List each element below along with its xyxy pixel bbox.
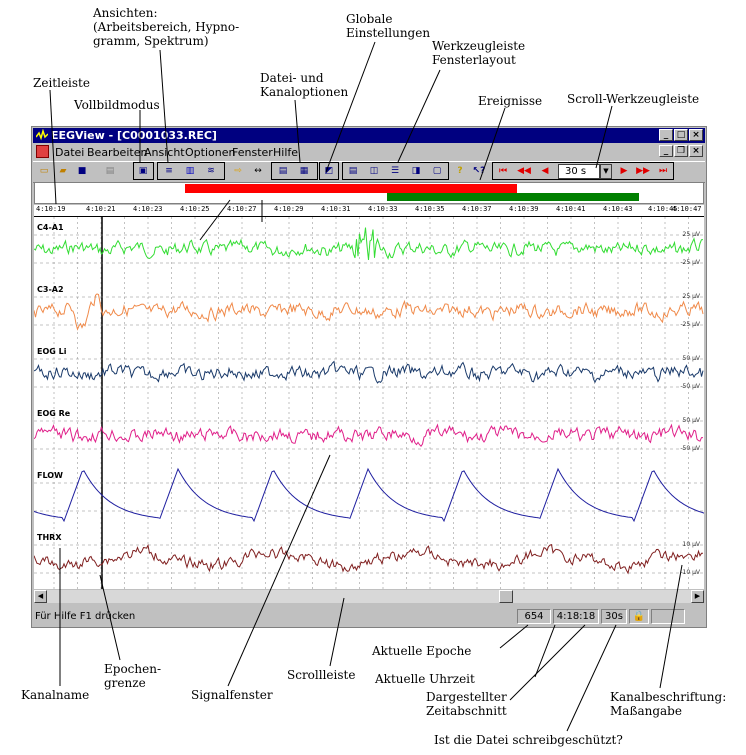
signal-traces [34, 217, 704, 589]
channel-scale: -25 µV [680, 259, 700, 266]
time-tick: 4:10:35 [415, 205, 445, 213]
document-icon[interactable] [36, 145, 49, 158]
signal-window[interactable] [34, 217, 704, 589]
time-tick: 4:10:41 [556, 205, 586, 213]
time-tick: 4:10:21 [86, 205, 116, 213]
status-empty [651, 609, 685, 624]
channel-scale: 50 µV [682, 355, 700, 362]
channel-scale: 25 µV [682, 293, 700, 300]
time-tick: 4:10:45 [648, 205, 678, 213]
time-tick: 4:10:37 [462, 205, 492, 213]
time-tick: 4:10:19 [36, 205, 66, 213]
anno-scrollleiste: Scrollleiste [287, 668, 356, 682]
toolbar [33, 161, 705, 183]
global-settings-icon[interactable]: ◩ [324, 166, 334, 176]
step-forward-icon[interactable]: ▶ [620, 166, 628, 176]
epoch-length-select[interactable]: 30 s [558, 164, 600, 179]
title-bar[interactable] [33, 128, 705, 143]
time-tick: 4:10:29 [274, 205, 304, 213]
time-tick: 4:10:47 [672, 205, 702, 213]
time-tick: 4:10:31 [321, 205, 351, 213]
file-options-icon[interactable]: ▤ [278, 166, 288, 176]
time-tick: 4:10:23 [133, 205, 163, 213]
status-epoch: 654 [517, 609, 551, 624]
event-bar[interactable] [34, 182, 704, 204]
status-help-text: Für Hilfe F1 drücken [35, 611, 136, 622]
menu-fenster[interactable]: Fenster [232, 146, 273, 159]
channel-options-icon[interactable]: ▦ [299, 166, 309, 176]
time-section-icon[interactable]: ↔ [254, 166, 262, 176]
goto-arrow-icon[interactable]: ⇨ [234, 166, 242, 176]
channel-scale: 25 µV [682, 231, 700, 238]
lock-icon: 🔒 [629, 609, 649, 624]
anno-datei-kanaloptionen: Datei- und Kanaloptionen [260, 71, 349, 99]
layout-single-icon[interactable]: ▢ [432, 166, 442, 176]
mdi-close-icon[interactable]: × [689, 145, 703, 157]
scroll-thumb[interactable] [499, 590, 513, 603]
anno-kanalbeschriftung: Kanalbeschriftung: Maßangabe [610, 690, 727, 718]
scroll-left-icon[interactable]: ◀ [34, 590, 47, 603]
scroll-right-icon[interactable]: ▶ [691, 590, 704, 603]
signal-trace [34, 469, 704, 521]
channel-scale: -50 µV [680, 445, 700, 452]
signal-trace [34, 545, 703, 574]
channel-scale: -10 µV [680, 569, 700, 576]
anno-scroll-werkzeugleiste: Scroll-Werkzeugleiste [567, 92, 700, 106]
spectrum-view-icon[interactable]: ≋ [207, 166, 215, 176]
close-icon[interactable]: × [689, 129, 703, 141]
maximize-icon[interactable]: □ [674, 129, 688, 141]
time-tick: 4:10:33 [368, 205, 398, 213]
signal-trace [34, 425, 703, 446]
menu-datei[interactable]: Datei [55, 146, 85, 159]
anno-ereignisse: Ereignisse [478, 94, 543, 108]
signal-trace [34, 294, 703, 329]
open-folder-icon[interactable]: ▰ [59, 166, 67, 176]
fullscreen-icon[interactable]: ▣ [138, 166, 148, 176]
layout-vertical-icon[interactable]: ◨ [411, 166, 421, 176]
anno-aktuelle-uhrzeit: Aktuelle Uhrzeit [375, 672, 475, 686]
print-icon[interactable]: ▤ [105, 166, 115, 176]
channel-name[interactable]: EOG Li [37, 347, 67, 356]
first-epoch-icon[interactable]: ⏮ [498, 166, 508, 176]
time-tick: 4:10:27 [227, 205, 257, 213]
layout-cascade-icon[interactable]: ▤ [348, 166, 358, 176]
channel-scale: 50 µV [682, 417, 700, 424]
save-icon[interactable]: ■ [77, 166, 87, 176]
anno-zeitleiste: Zeitleiste [33, 76, 90, 90]
channel-scale: -50 µV [680, 383, 700, 390]
eegview-window [31, 126, 707, 628]
event-green[interactable] [387, 193, 639, 201]
anno-vollbildmodus: Vollbildmodus [74, 98, 160, 112]
window-title: EEGView - [C0001033.REC] [51, 129, 217, 142]
app-icon [36, 129, 48, 141]
help-icon[interactable]: ? [457, 166, 463, 176]
anno-kanalname: Kanalname [21, 688, 90, 702]
event-red[interactable] [185, 184, 517, 193]
channel-name[interactable]: C4-A1 [37, 223, 64, 232]
layout-stack-icon[interactable]: ◫ [369, 166, 379, 176]
anno-werkzeugleiste-fensterlayout: Werkzeugleiste Fensterlayout [432, 39, 526, 67]
status-span: 30s [601, 609, 627, 624]
anno-aktuelle-epoche: Aktuelle Epoche [372, 644, 472, 658]
menu-ansicht[interactable]: Ansicht [144, 146, 185, 159]
time-ruler [34, 205, 704, 217]
time-tick: 4:10:39 [509, 205, 539, 213]
fast-forward-icon[interactable]: ▶▶ [636, 166, 650, 176]
fast-back-icon[interactable]: ◀◀ [517, 166, 531, 176]
new-file-icon[interactable]: ▭ [39, 166, 49, 176]
signal-trace [34, 228, 703, 261]
signal-trace [34, 362, 703, 383]
channel-name[interactable]: THRX [37, 533, 62, 542]
anno-dargestellter-zeitabschnitt: Dargestellter Zeitabschnitt [426, 690, 507, 718]
channel-scale: 10 µV [682, 541, 700, 548]
minimize-icon[interactable]: _ [659, 129, 673, 141]
step-back-icon[interactable]: ◀ [541, 166, 549, 176]
status-bar [33, 608, 705, 626]
status-time: 4:18:18 [553, 609, 599, 624]
channel-name[interactable]: EOG Re [37, 409, 71, 418]
hypnogram-view-icon[interactable]: ▥ [185, 166, 195, 176]
layout-horizontal-icon[interactable]: ☰ [390, 166, 400, 176]
anno-globale-einstellungen: Globale Einstellungen [346, 12, 431, 40]
anno-schreibgeschuetzt: Ist die Datei schreibgeschützt? [434, 733, 623, 747]
time-tick: 4:10:25 [180, 205, 210, 213]
context-help-icon[interactable]: ↖? [472, 166, 486, 176]
channel-scale: -25 µV [680, 321, 700, 328]
menu-bar [33, 144, 705, 160]
anno-ansichten: Ansichten: (Arbeitsbereich, Hypno- gramm, Spektrum) [93, 6, 240, 48]
chevron-down-icon[interactable]: ▼ [600, 164, 612, 179]
last-epoch-icon[interactable]: ⏭ [658, 166, 668, 176]
time-tick: 4:10:43 [603, 205, 633, 213]
mdi-restore-icon[interactable]: ❐ [674, 145, 688, 157]
anno-signalfenster: Signalfenster [191, 688, 273, 702]
anno-epochengrenze: Epochen- grenze [104, 662, 161, 690]
menu-optionen[interactable]: Optionen [185, 146, 236, 159]
menu-hilfe[interactable]: Hilfe [273, 146, 299, 159]
mdi-minimize-icon[interactable]: _ [659, 145, 673, 157]
horizontal-scrollbar[interactable] [34, 590, 704, 603]
menu-bearbeiten[interactable]: Bearbeiten [87, 146, 148, 159]
workspace-view-icon[interactable]: ≡ [165, 166, 173, 176]
channel-name[interactable]: C3-A2 [37, 285, 64, 294]
channel-name[interactable]: FLOW [37, 471, 63, 480]
